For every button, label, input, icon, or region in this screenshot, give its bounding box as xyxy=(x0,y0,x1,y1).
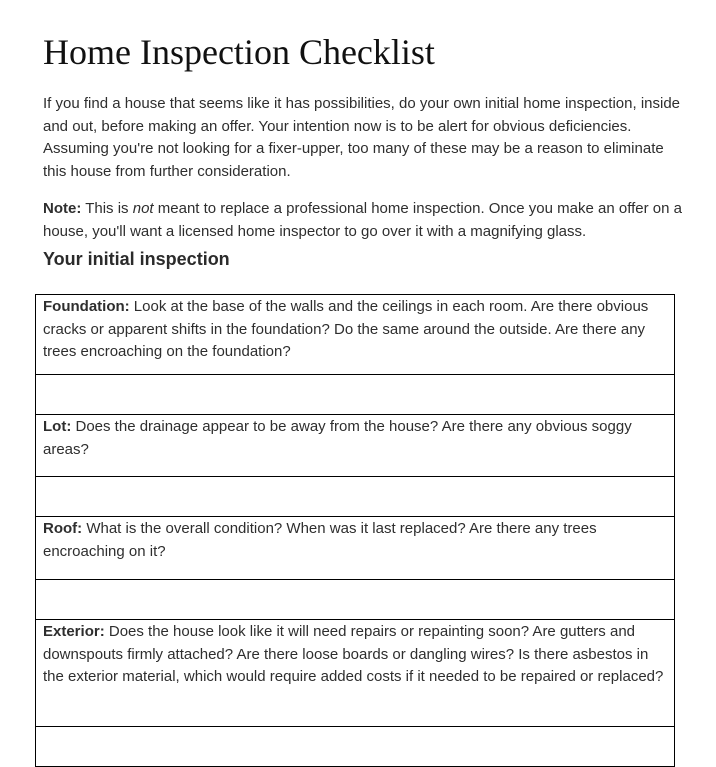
answer-cell-roof[interactable] xyxy=(36,580,675,620)
checklist-answer-row xyxy=(36,375,675,415)
checklist-question-row xyxy=(36,517,675,580)
note-text-after: meant to replace a professional home inspection. Once you make an offer on a house, you'll want a licensed home inspector to go over it with a magnifying glass. xyxy=(43,200,682,240)
checklist-question-row xyxy=(36,415,675,477)
note-emphasis: not xyxy=(132,200,154,217)
answer-cell-foundation[interactable] xyxy=(36,375,675,415)
checklist-answer-row xyxy=(36,580,675,620)
intro-paragraph: If you find a house that seems like it has possibilities, do your own initial home inspection, inside and out, before making an offer. Your intention now is to be alert for obvious deficiencies. Assuming you're not looking for a fixer-upper, too many of these may be a reason to eliminate this house from further consideration. xyxy=(43,95,681,180)
inspection-checklist-table xyxy=(35,294,675,767)
question-cell-foundation xyxy=(36,295,675,375)
checklist-question-row xyxy=(36,295,675,375)
question-label: Lot: xyxy=(43,418,72,435)
question-label: Foundation: xyxy=(43,298,130,315)
note-paragraph xyxy=(43,198,683,243)
checklist-question-row xyxy=(36,620,675,727)
note-text-before: This is xyxy=(81,200,133,217)
question-label: Roof: xyxy=(43,520,83,537)
question-text: Does the house look like it will need repairs or repainting soon? Are gutters and downspouts firmly attached? Are there loose boards or dangling wires? Is there asbestos in the exterior material, which would require added costs if it needed to be repaired or replaced? xyxy=(43,623,664,685)
answer-cell-lot[interactable] xyxy=(36,477,675,517)
question-cell-exterior xyxy=(36,620,675,727)
page-title: Home Inspection Checklist xyxy=(43,32,435,72)
question-label: Exterior: xyxy=(43,623,105,640)
question-text: What is the overall condition? When was it last replaced? Are there any trees encroaching on it? xyxy=(43,520,597,560)
checklist-answer-row xyxy=(36,477,675,517)
question-cell-roof xyxy=(36,517,675,580)
note-label: Note: xyxy=(43,200,82,217)
question-text: Look at the base of the walls and the ceilings in each room. Are there obvious cracks or apparent shifts in the foundation? Do the same around the outside. Are there any trees encroaching on the foundation? xyxy=(43,298,649,360)
question-cell-lot xyxy=(36,415,675,477)
section-heading: Your initial inspection xyxy=(43,249,230,269)
question-text: Does the drainage appear to be away from the house? Are there any obvious soggy areas? xyxy=(43,418,632,458)
